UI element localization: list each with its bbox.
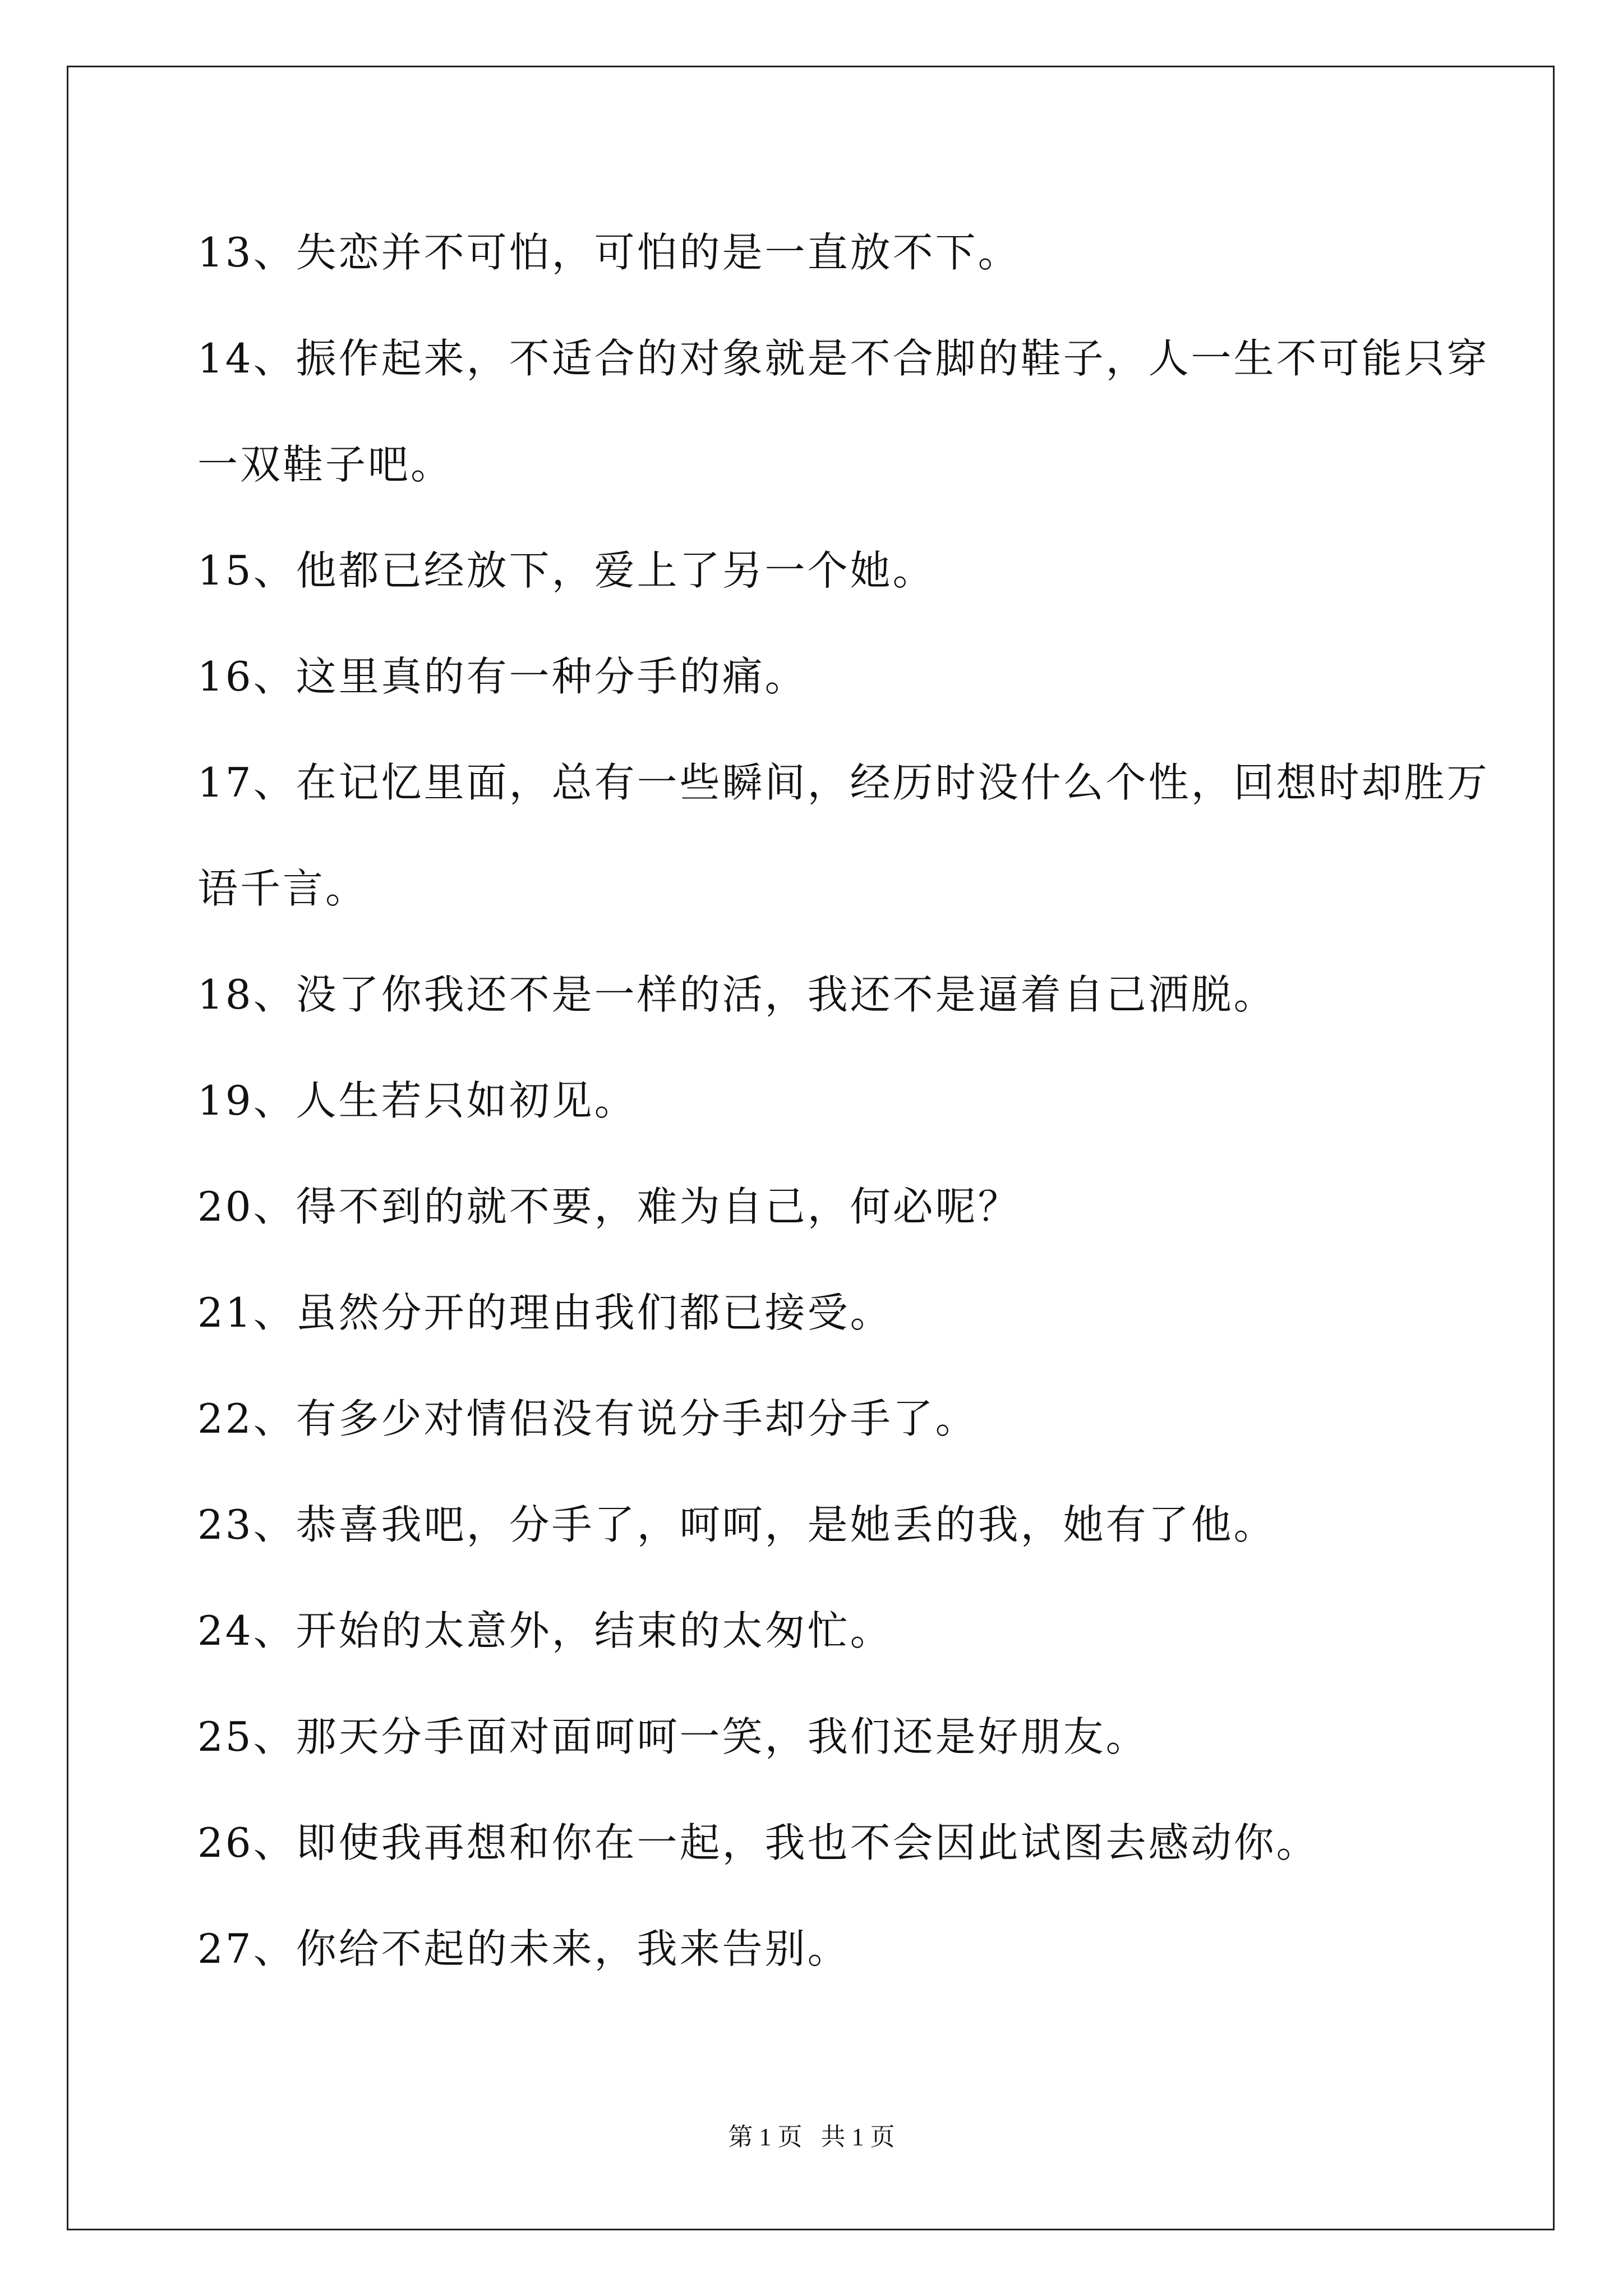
text-line: 21、虽然分开的理由我们都已接受。 [197,1289,893,1336]
text-line: 19、人生若只如初见。 [197,1077,637,1124]
text-line: 18、没了你我还不是一样的活，我还不是逼着自己洒脱。 [197,971,1276,1018]
text-line: 20、得不到的就不要，难为自己，何必呢？ [197,1183,1021,1230]
text-line: 16、这里真的有一种分手的痛。 [197,653,808,700]
text-line: 14、振作起来，不适合的对象就是不合脚的鞋子，人一生不可能只穿 [197,335,1490,382]
text-line: 13、失恋并不可怕，可怕的是一直放不下。 [197,229,1021,276]
page-number-footer: 第 1 页 共 1 页 [728,2123,895,2151]
text-line: 26、即使我再想和你在一起，我也不会因此试图去感动你。 [197,1819,1319,1866]
text-line: 25、那天分手面对面呵呵一笑，我们还是好朋友。 [197,1713,1149,1760]
text-line: 22、有多少对情侣没有说分手却分手了。 [197,1395,978,1442]
text-line: 17、在记忆里面，总有一些瞬间，经历时没什么个性，回想时却胜万 [197,759,1490,806]
text-line: 一双鞋子吧。 [197,441,454,488]
text-line: 24、开始的太意外，结束的太匆忙。 [197,1607,893,1654]
text-line: 语千言。 [197,865,368,912]
page-border [67,66,1555,2230]
text-line: 27、你给不起的未来，我来告别。 [197,1925,850,1972]
text-line: 15、他都已经放下，爱上了另一个她。 [197,547,935,594]
text-line: 23、恭喜我吧，分手了，呵呵，是她丢的我，她有了他。 [197,1501,1276,1548]
